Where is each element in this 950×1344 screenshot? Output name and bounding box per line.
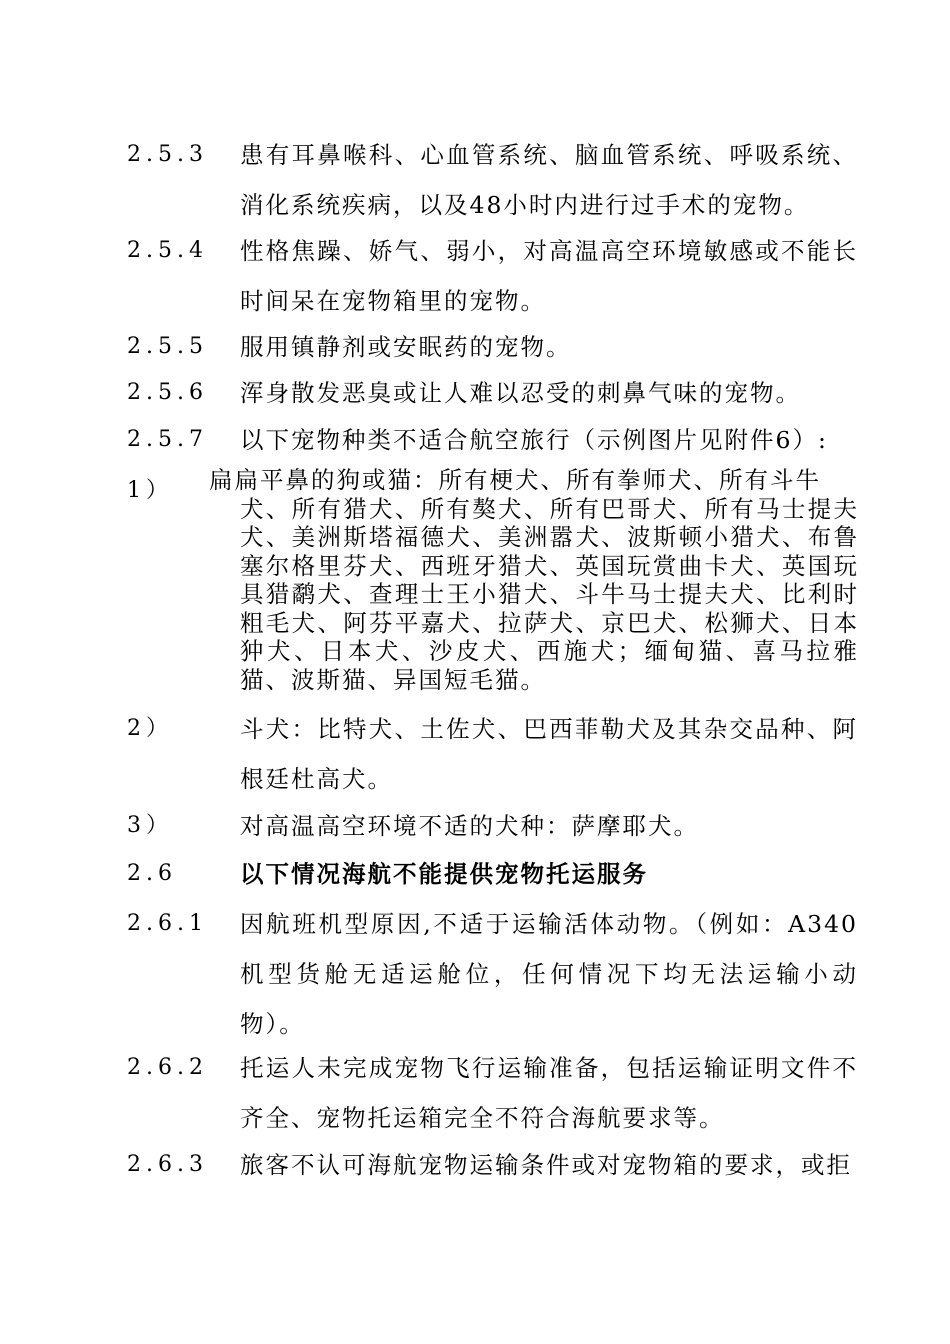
item-text-lead: 扁扁平鼻的狗或猫：所有梗犬、所有拳师犬、所有斗牛	[209, 466, 821, 494]
item-number: 2.5.3	[127, 142, 208, 167]
section-title: 以下情况海航不能提供宠物托运服务	[240, 860, 648, 888]
item-text-rest: 犬、所有猎犬、所有獒犬、所有巴哥犬、所有马士提夫犬、美洲斯塔福德犬、美洲嚣犬、波斯顿小猎犬、布鲁塞尔格里芬犬、西班牙猎犬、英国玩赏曲卡犬、英国玩具猎鹬犬、查理士王小猎犬、斗牛马士提夫犬、比利时粗毛犬、阿芬平嘉犬、拉萨犬、京巴犬、松狮犬、日本狆犬、日本犬、沙皮犬、西施犬；缅甸猫、喜马拉雅猫、波斯猫、异国短毛猫。	[240, 494, 859, 694]
item-text: 性格焦躁、娇气、弱小，对高温高空环境敏感或不能长时间呆在宠物箱里的宠物。	[240, 237, 858, 315]
item-number: 2.5.6	[127, 380, 208, 405]
item-number: 2.5.7	[127, 427, 208, 452]
item-text: 斗犬：比特犬、土佐犬、巴西菲勒犬及其杂交品种、阿根廷杜高犬。	[240, 715, 858, 793]
item-text: 因航班机型原因,不适于运输活体动物。（例如：A340机型货舱无适运舱位，任何情况下均无法运输小动物）。	[240, 910, 858, 1038]
item-text: 浑身散发恶臭或让人难以忍受的刺鼻气味的宠物。	[240, 379, 801, 407]
item-text: 以下宠物种类不适合航空旅行（示例图片见附件6）:	[240, 426, 828, 454]
item-number: 2）	[127, 716, 173, 741]
item-number: 1）	[127, 478, 173, 503]
item-text: 旅客不认可海航宠物运输条件或对宠物箱的要求，或拒	[240, 1151, 852, 1179]
item-number: 3）	[127, 813, 173, 838]
item-text: 患有耳鼻喉科、心血管系统、脑血管系统、呼吸系统、消化系统疾病，以及48小时内进行过手术的宠物。	[240, 141, 858, 219]
item-text: 对高温高空环境不适的犬种：萨摩耶犬。	[240, 812, 699, 840]
item-number: 2.6.2	[127, 1055, 208, 1080]
item-text: 托运人未完成宠物飞行运输准备，包括运输证明文件不齐全、宠物托运箱完全不符合海航要求等。	[240, 1054, 858, 1132]
item-number: 2.6.1	[127, 911, 208, 936]
item-number: 2.5.4	[127, 238, 208, 263]
item-number: 2.5.5	[127, 334, 208, 359]
item-text: 服用镇静剂或安眠药的宠物。	[240, 333, 572, 361]
item-number: 2.6.3	[127, 1152, 208, 1177]
section-number: 2.6	[127, 861, 177, 886]
item-text	[209, 466, 859, 694]
